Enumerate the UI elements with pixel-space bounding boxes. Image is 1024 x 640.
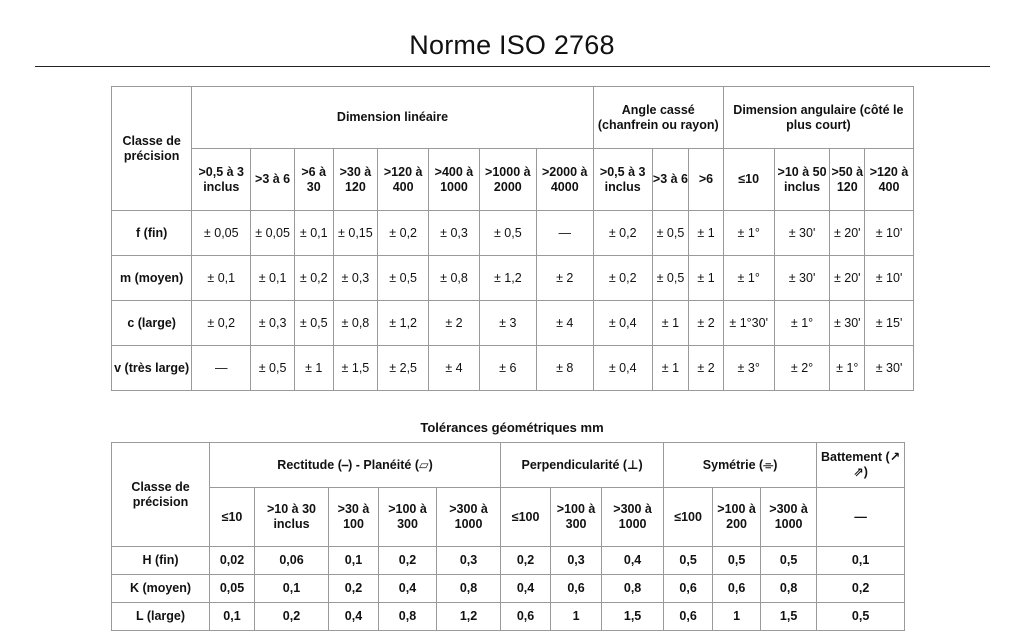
tolerance-cell: ± 0,1: [251, 256, 295, 301]
tolerance-cell: ± 8: [536, 346, 593, 391]
range-header: >100 à 200: [713, 488, 761, 547]
table-row: [112, 301, 914, 346]
tolerance-cell: ± 0,8: [333, 301, 378, 346]
tolerance-cell: 0,6: [664, 603, 713, 631]
tolerance-cell: 0,8: [379, 603, 437, 631]
group-header-linear: Dimension linéaire: [192, 87, 593, 149]
tolerance-cell: ± 0,3: [251, 301, 295, 346]
tolerance-cell: ± 20': [830, 211, 865, 256]
row-class-label: c (large): [112, 301, 192, 346]
range-header: >0,5 à 3 inclus: [593, 149, 652, 211]
tolerance-cell: ± 2,5: [378, 346, 429, 391]
range-header: >100 à 300: [379, 488, 437, 547]
tolerance-cell: ± 30': [774, 211, 830, 256]
tolerance-cell: ± 0,2: [593, 256, 652, 301]
tolerance-cell: 0,4: [602, 547, 664, 575]
tolerance-cell: 0,1: [329, 547, 379, 575]
section-subtitle: Tolérances géométriques mm: [420, 420, 604, 435]
page-title: Norme ISO 2768: [409, 30, 615, 60]
tolerance-cell: 0,2: [817, 575, 905, 603]
tolerance-cell: 0,1: [817, 547, 905, 575]
tolerance-cell: ± 0,4: [593, 346, 652, 391]
row-class-label: f (fin): [112, 211, 192, 256]
range-header: >6 à 30: [294, 149, 333, 211]
group-header-runout: Battement (↗ ⇗): [817, 443, 905, 488]
tolerance-cell: 1,5: [761, 603, 817, 631]
tolerance-cell: ± 2: [536, 256, 593, 301]
range-header: ≤100: [501, 488, 551, 547]
group-header-straightness-flatness: Rectitude (⎯) - Planéité (▱): [210, 443, 501, 488]
tolerance-cell: 0,2: [501, 547, 551, 575]
tolerance-cell: ± 0,3: [333, 256, 378, 301]
tolerance-cell: 0,2: [255, 603, 329, 631]
tolerance-cell: ± 0,8: [429, 256, 480, 301]
tolerance-cell: ± 3°: [723, 346, 774, 391]
row-class-label: m (moyen): [112, 256, 192, 301]
table-row: [112, 575, 905, 603]
tolerance-cell: 0,6: [664, 575, 713, 603]
tolerance-cell: ± 1°: [723, 256, 774, 301]
tolerance-cell: 0,5: [664, 547, 713, 575]
tolerance-cell: ± 0,5: [479, 211, 536, 256]
range-header: >3 à 6: [652, 149, 689, 211]
tolerance-cell: ± 20': [830, 256, 865, 301]
tolerance-cell: ± 2°: [774, 346, 830, 391]
tolerance-cell: ± 10': [865, 211, 914, 256]
table-row: [112, 547, 905, 575]
tolerance-cell: 0,4: [379, 575, 437, 603]
class-header: Classe de précision: [112, 87, 192, 211]
tolerance-cell: 0,5: [713, 547, 761, 575]
row-class-label: v (très large): [112, 346, 192, 391]
range-header: >120 à 400: [865, 149, 914, 211]
tolerance-cell: ± 30': [774, 256, 830, 301]
tolerance-cell: 0,2: [329, 575, 379, 603]
range-header: >3 à 6: [251, 149, 295, 211]
tolerance-cell: ± 1°: [830, 346, 865, 391]
tolerance-cell: ± 1: [294, 346, 333, 391]
tolerance-cell: 0,3: [551, 547, 602, 575]
tolerance-cell: ± 1: [652, 301, 689, 346]
tolerance-cell: 0,3: [437, 547, 501, 575]
range-header: >300 à 1000: [761, 488, 817, 547]
tolerance-cell: ± 1: [652, 346, 689, 391]
geometric-tolerance-table: [111, 442, 905, 631]
tolerance-cell: ± 1,2: [479, 256, 536, 301]
tolerance-cell: 0,6: [501, 603, 551, 631]
tolerance-cell: 0,06: [255, 547, 329, 575]
tolerance-cell: ± 0,5: [652, 211, 689, 256]
tolerance-cell: ± 30': [865, 346, 914, 391]
range-header: >400 à 1000: [429, 149, 480, 211]
tolerance-cell: ± 0,05: [192, 211, 251, 256]
tolerance-cell: —: [536, 211, 593, 256]
tolerance-cell: ± 30': [830, 301, 865, 346]
row-class-label: L (large): [112, 603, 210, 631]
range-header: ≤10: [210, 488, 255, 547]
tolerance-cell: ± 0,3: [429, 211, 480, 256]
group-header-symmetry: Symétrie (⌯): [664, 443, 817, 488]
tolerance-cell: ± 15': [865, 301, 914, 346]
tolerance-cell: ± 0,2: [378, 211, 429, 256]
tolerance-cell: 0,2: [379, 547, 437, 575]
tolerance-cell: 0,5: [817, 603, 905, 631]
tolerance-cell: ± 0,5: [251, 346, 295, 391]
range-header: >30 à 100: [329, 488, 379, 547]
tolerance-cell: 1: [551, 603, 602, 631]
tolerance-cell: 0,05: [210, 575, 255, 603]
table-row: [112, 211, 914, 256]
tolerance-cell: ± 0,5: [652, 256, 689, 301]
tolerance-cell: ± 0,5: [378, 256, 429, 301]
tolerance-cell: ± 0,2: [294, 256, 333, 301]
tolerance-cell: 0,8: [602, 575, 664, 603]
range-header: —: [817, 488, 905, 547]
table-row: [112, 346, 914, 391]
range-header: >300 à 1000: [437, 488, 501, 547]
tolerance-cell: ± 1: [689, 256, 724, 301]
tolerance-cell: 0,6: [713, 575, 761, 603]
tolerance-cell: ± 1°: [774, 301, 830, 346]
tolerance-cell: ± 0,2: [192, 301, 251, 346]
tolerance-cell: 0,8: [437, 575, 501, 603]
tolerance-cell: ± 0,4: [593, 301, 652, 346]
tolerance-cell: 0,8: [761, 575, 817, 603]
group-header-broken-angle: Angle cassé (chanfrein ou rayon): [593, 87, 723, 149]
tolerance-cell: ± 1°30': [723, 301, 774, 346]
tolerance-cell: ± 0,15: [333, 211, 378, 256]
range-header: >1000 à 2000: [479, 149, 536, 211]
tolerance-cell: 1,2: [437, 603, 501, 631]
tolerance-cell: ± 10': [865, 256, 914, 301]
group-header-perpendicularity: Perpendicularité (⊥): [501, 443, 664, 488]
range-header: >2000 à 4000: [536, 149, 593, 211]
range-header: ≤10: [723, 149, 774, 211]
linear-angular-tolerance-table: [111, 86, 914, 391]
title-rule: [35, 66, 990, 67]
range-header: >300 à 1000: [602, 488, 664, 547]
tolerance-cell: ± 3: [479, 301, 536, 346]
table-row: [112, 603, 905, 631]
tolerance-cell: 0,6: [551, 575, 602, 603]
range-header: >10 à 50 inclus: [774, 149, 830, 211]
tolerance-cell: 1,5: [602, 603, 664, 631]
range-header: ≤100: [664, 488, 713, 547]
tolerance-cell: 0,1: [210, 603, 255, 631]
tolerance-cell: 0,4: [329, 603, 379, 631]
tolerance-cell: ± 1,2: [378, 301, 429, 346]
tolerance-cell: ± 2: [429, 301, 480, 346]
tolerance-cell: ± 6: [479, 346, 536, 391]
range-header: >120 à 400: [378, 149, 429, 211]
tolerance-cell: ± 0,2: [593, 211, 652, 256]
tolerance-cell: ± 4: [429, 346, 480, 391]
tolerance-cell: ± 0,1: [192, 256, 251, 301]
range-header: >50 à 120: [830, 149, 865, 211]
tolerance-cell: 0,5: [761, 547, 817, 575]
range-header: >30 à 120: [333, 149, 378, 211]
range-header: >100 à 300: [551, 488, 602, 547]
class-header: Classe de précision: [112, 443, 210, 547]
tolerance-cell: ± 4: [536, 301, 593, 346]
tolerance-cell: 0,4: [501, 575, 551, 603]
tolerance-cell: ± 0,5: [294, 301, 333, 346]
tolerance-cell: 0,02: [210, 547, 255, 575]
tolerance-cell: ± 1,5: [333, 346, 378, 391]
tolerance-cell: ± 0,05: [251, 211, 295, 256]
range-header: >6: [689, 149, 724, 211]
range-header: >10 à 30 inclus: [255, 488, 329, 547]
tolerance-cell: ± 1°: [723, 211, 774, 256]
tolerance-cell: ± 2: [689, 301, 724, 346]
tolerance-cell: ± 1: [689, 211, 724, 256]
tolerance-cell: ± 0,1: [294, 211, 333, 256]
tolerance-cell: —: [192, 346, 251, 391]
row-class-label: K (moyen): [112, 575, 210, 603]
row-class-label: H (fin): [112, 547, 210, 575]
range-header: >0,5 à 3 inclus: [192, 149, 251, 211]
tolerance-cell: 1: [713, 603, 761, 631]
group-header-angular: Dimension angulaire (côté le plus court): [723, 87, 913, 149]
tolerance-cell: ± 2: [689, 346, 724, 391]
table-row: [112, 256, 914, 301]
tolerance-cell: 0,1: [255, 575, 329, 603]
